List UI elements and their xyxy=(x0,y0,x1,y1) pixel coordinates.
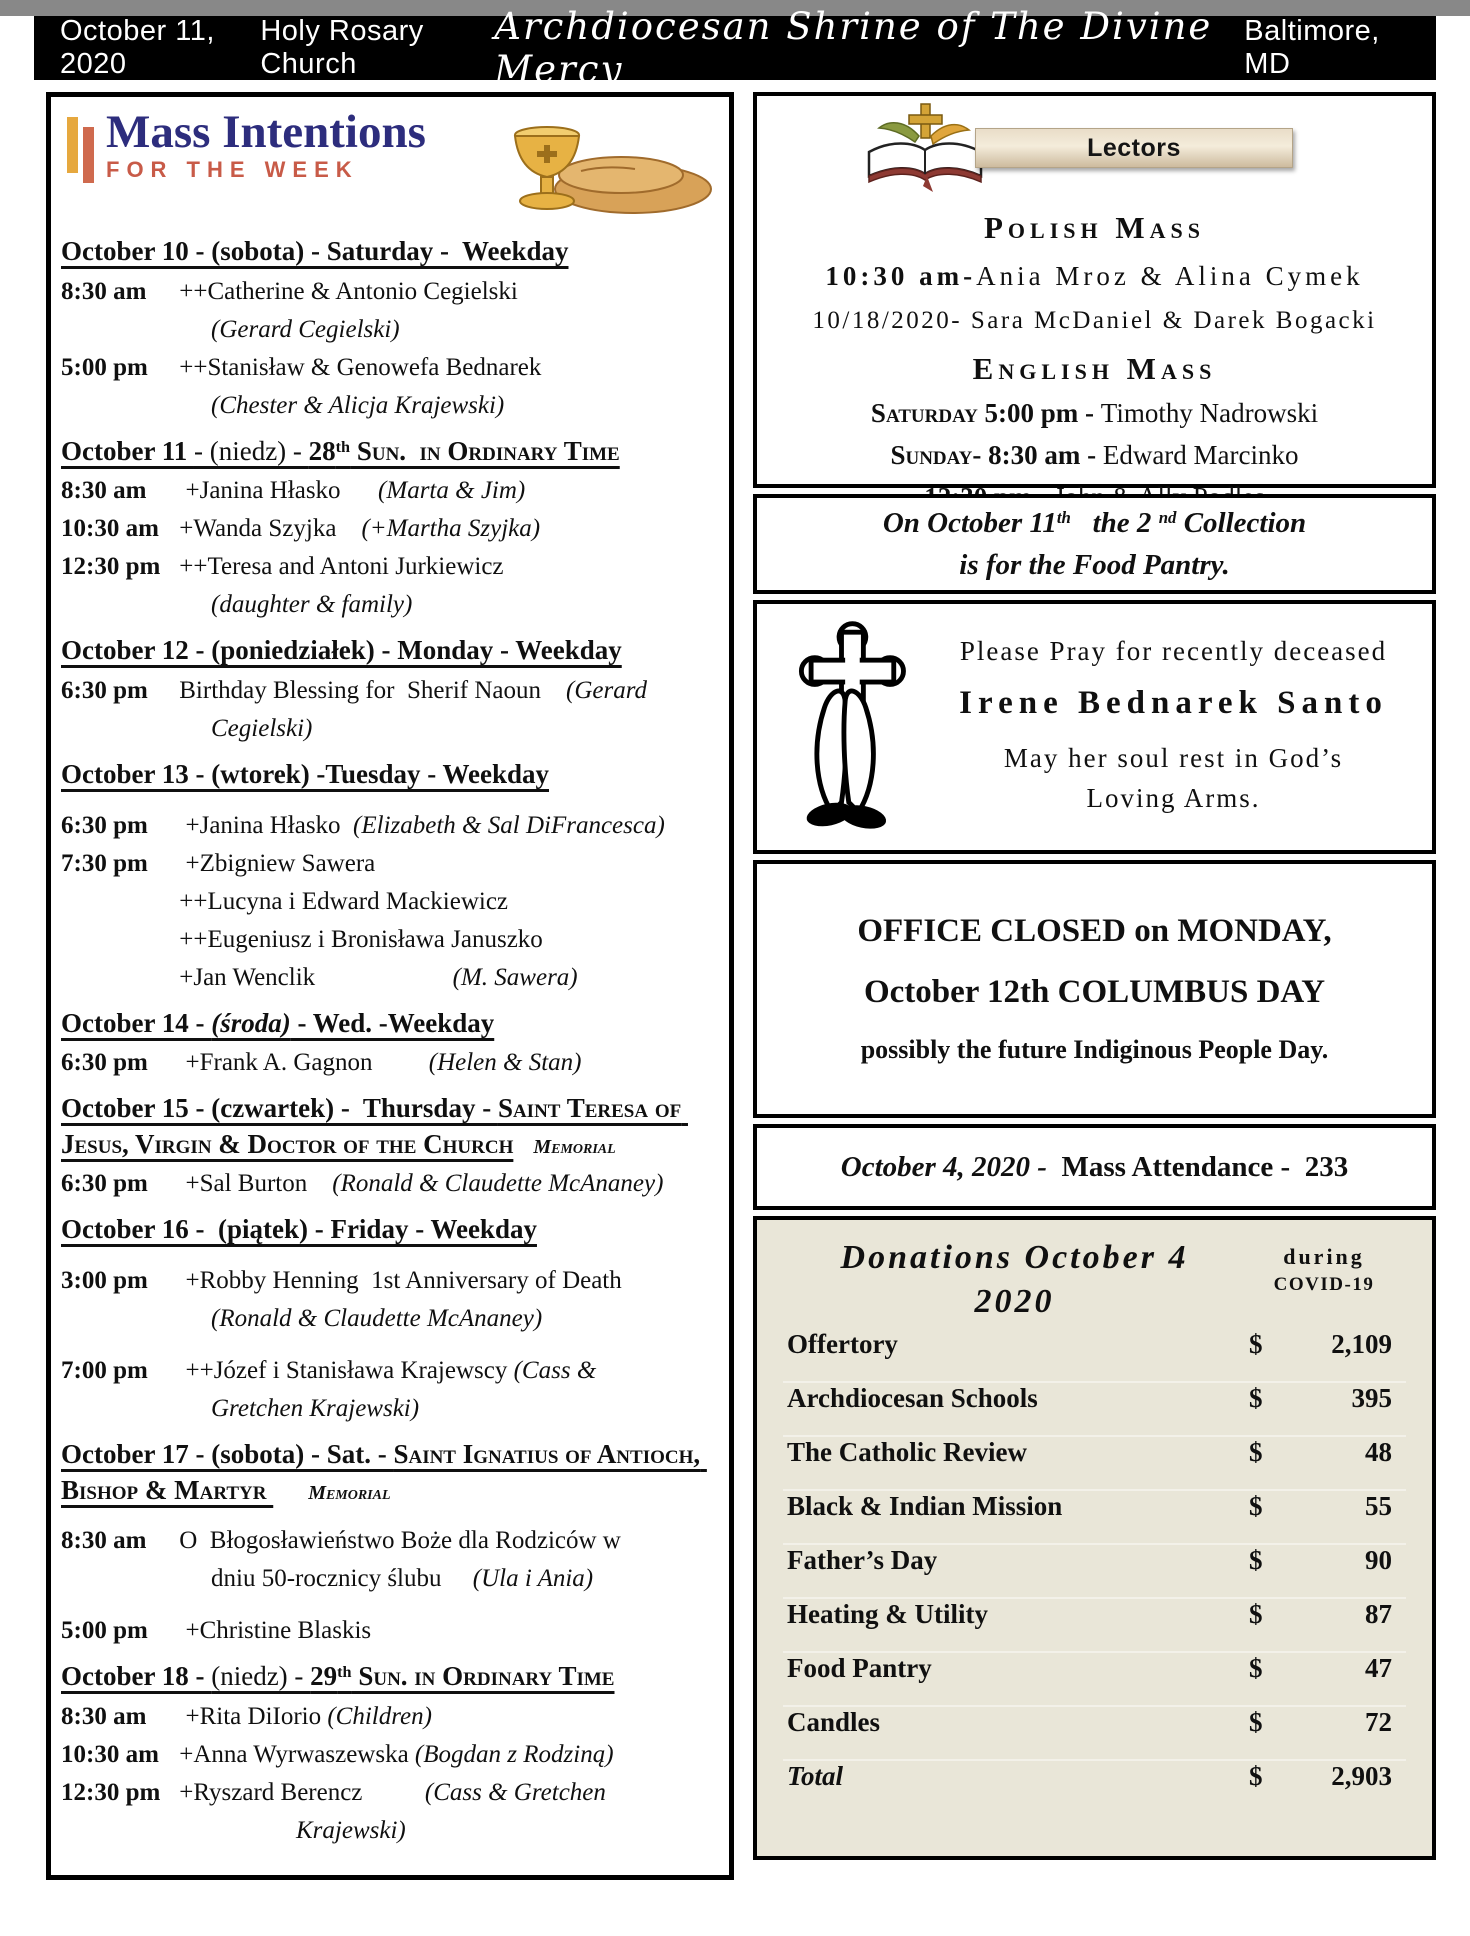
donation-currency: $ xyxy=(1249,1491,1263,1522)
mass-intention-row xyxy=(61,1522,717,1560)
mass-text xyxy=(296,1812,717,1850)
collection-line xyxy=(757,549,1432,582)
text-segment: October 15 - (czwartek) - Thursday - xyxy=(61,1093,498,1124)
mass-time: 7:30 pm xyxy=(61,849,148,877)
donation-row xyxy=(783,1381,1406,1435)
text-segment: Memorial xyxy=(513,1135,616,1158)
mass-intention-row xyxy=(61,845,717,883)
donation-currency: $ xyxy=(1249,1707,1263,1738)
gold-bar-icon xyxy=(67,117,78,173)
header-city: Baltimore, MD xyxy=(1244,15,1380,80)
mass-day xyxy=(61,757,717,997)
polish-mass-heading: Polish Mass xyxy=(984,210,1205,245)
donation-amount: 2,903 xyxy=(1331,1761,1392,1792)
donation-label: Heating & Utility xyxy=(787,1599,988,1630)
header-shrine-name: Archdiocesan Shrine of The Divine Mercy xyxy=(494,5,1213,91)
right-column xyxy=(753,92,1436,1860)
mass-text xyxy=(173,1698,717,1736)
mass-text xyxy=(173,1352,717,1390)
mass-intention-row xyxy=(61,1352,717,1390)
text-segment: (Ronald & Claudette McAnaney) xyxy=(307,1170,664,1198)
mass-intention-row xyxy=(61,959,717,997)
collection-line xyxy=(757,507,1432,540)
text-segment: (Bogdan z Rodziną) xyxy=(414,1740,614,1768)
donations-title-line2: 2020 xyxy=(974,1282,1055,1320)
mass-text xyxy=(173,883,717,921)
deceased-prayer-line1: May her soul rest in God’s xyxy=(1003,742,1344,773)
text-segment: +Ryszard Berencz xyxy=(173,1778,363,1806)
donation-row xyxy=(783,1489,1406,1543)
mass-time: 8:30 am xyxy=(61,1527,147,1555)
text-segment: 28 xyxy=(308,435,336,466)
donation-currency: $ xyxy=(1249,1761,1263,1792)
lector-line xyxy=(757,440,1432,471)
lectors-banner-row xyxy=(861,102,1422,194)
text-segment: +Jan Wenclik xyxy=(173,963,316,991)
mass-text xyxy=(173,1736,717,1774)
donation-amount: 87 xyxy=(1365,1599,1392,1630)
text-segment: is for the Food Pantry. xyxy=(959,548,1230,581)
donation-currency: $ xyxy=(1249,1437,1263,1468)
mass-text xyxy=(173,672,717,710)
book-cross-icon xyxy=(861,102,989,194)
mass-time: 10:30 am xyxy=(61,1740,159,1768)
office-closed-line1: OFFICE CLOSED on MONDAY, xyxy=(857,913,1332,949)
deceased-text xyxy=(929,636,1418,819)
donation-amount: 90 xyxy=(1365,1545,1392,1576)
donation-currency: $ xyxy=(1249,1599,1263,1630)
logo-text xyxy=(106,106,426,183)
donation-label: The Catholic Review xyxy=(787,1437,1027,1468)
mass-attendance-panel xyxy=(753,1124,1436,1210)
mass-intention-row xyxy=(61,1560,717,1598)
day-heading-text xyxy=(61,1661,614,1691)
content-columns xyxy=(0,92,1470,1880)
text-segment: ++Józef i Stanisława Krajewscy xyxy=(173,1357,514,1384)
deceased-name: Irene Bednarek Santo xyxy=(959,684,1388,721)
mass-intention-row xyxy=(61,672,717,710)
mass-day xyxy=(61,1659,717,1850)
deceased-intro: Please Pray for recently deceased xyxy=(959,635,1388,666)
text-segment: (Ula i Ania) xyxy=(441,1565,594,1593)
mass-intention-row xyxy=(61,1165,717,1203)
text-segment: ++Teresa and Antoni Jurkiewicz xyxy=(173,553,504,581)
text-segment: On October 11 xyxy=(882,506,1057,539)
text-segment: +Janina Hłasko xyxy=(173,811,341,839)
covid-note-line2: COVID-19 xyxy=(1273,1274,1375,1295)
text-segment: October 17 - (sobota) - Sat. - xyxy=(61,1439,394,1469)
mass-intention-row xyxy=(61,883,717,921)
day-heading-text xyxy=(61,759,549,789)
donation-amount: 395 xyxy=(1351,1383,1392,1414)
donation-amount: 72 xyxy=(1365,1707,1392,1738)
mass-text xyxy=(173,1044,717,1082)
text-segment: ++Lucyna i Edward Mackiewicz xyxy=(173,887,509,915)
donations-title xyxy=(785,1236,1244,1323)
mass-intention-row xyxy=(61,1736,717,1774)
text-segment: th xyxy=(1056,507,1071,527)
text-segment: the 2 xyxy=(1070,506,1159,539)
day-heading xyxy=(61,1212,717,1248)
mass-time: 12:30 pm xyxy=(61,553,161,581)
logo-subtitle: FOR THE WEEK xyxy=(106,156,359,182)
text-segment: (M. Sawera) xyxy=(315,963,578,991)
mass-time: 8:30 am xyxy=(61,1702,147,1730)
mass-intention-row xyxy=(61,921,717,959)
text-segment: October 12 - (poniedziałek) - Monday - Weekday xyxy=(61,635,622,666)
mass-time: 8:30 am xyxy=(61,277,147,305)
mass-text xyxy=(173,1612,717,1650)
mass-day xyxy=(61,1437,717,1650)
mass-schedule xyxy=(61,234,717,1850)
text-segment: Cegielski) xyxy=(211,714,313,742)
mass-intention-row xyxy=(61,472,717,510)
day-heading xyxy=(61,1091,717,1162)
mass-text xyxy=(211,1560,717,1598)
donation-amount: 48 xyxy=(1365,1437,1392,1468)
text-segment: October 10 - (sobota) - Saturday - Weekday xyxy=(61,236,569,266)
text-segment: - Wed. -Weekday xyxy=(290,1007,495,1038)
mass-day xyxy=(61,434,717,625)
mass-time: 6:30 pm xyxy=(61,1170,148,1198)
text-segment: October 18 - xyxy=(61,1661,212,1692)
text-segment: (Chester & Alicja Krajewski) xyxy=(211,391,505,419)
second-collection-panel xyxy=(753,494,1436,594)
mass-text xyxy=(173,807,717,845)
text-segment: - (niedz) - xyxy=(193,435,309,466)
mass-intentions-panel xyxy=(46,92,734,1880)
deceased-panel xyxy=(753,600,1436,854)
text-segment: (Cass & Gretchen xyxy=(362,1778,606,1806)
mass-intention-row xyxy=(61,349,717,387)
text-segment: Sun. in Ordinary Time xyxy=(351,1661,615,1692)
donation-currency: $ xyxy=(1249,1545,1263,1576)
mass-intention-row xyxy=(61,1390,717,1428)
text-segment: October 11 xyxy=(61,435,194,466)
donation-label: Food Pantry xyxy=(787,1653,932,1684)
lectors-banner-label: Lectors xyxy=(1087,133,1181,162)
text-segment: nd xyxy=(1158,507,1177,527)
lectors-panel xyxy=(753,92,1436,488)
text-segment: Birthday Blessing for Sherif Naoun xyxy=(173,676,542,704)
day-heading-text xyxy=(61,1008,494,1038)
text-segment: +Wanda Szyjka xyxy=(173,515,337,543)
praying-hands-icon xyxy=(771,617,929,837)
text-segment: +Anna Wyrwaszewska xyxy=(173,1740,415,1768)
day-heading-text xyxy=(61,635,622,665)
mass-text xyxy=(211,1390,717,1428)
mass-time: 3:00 pm xyxy=(61,1267,148,1294)
text-segment: 8:30 am - xyxy=(988,440,1103,470)
mass-time: 12:30 pm xyxy=(61,1778,161,1806)
text-segment: October 16 - (piątek) - Friday - Weekday xyxy=(61,1214,537,1245)
mass-text xyxy=(173,548,717,586)
mass-text xyxy=(173,349,717,387)
text-segment: 10/18/2020- Sara McDaniel & Darek Bogacki xyxy=(812,307,1377,334)
donation-label: Total xyxy=(787,1761,844,1792)
day-heading xyxy=(61,1437,717,1508)
text-segment: (Marta & Jim) xyxy=(340,477,526,505)
text-segment: (daughter & family) xyxy=(211,591,413,619)
mass-intention-row xyxy=(61,273,717,311)
mass-text xyxy=(173,921,717,959)
day-heading-text xyxy=(61,1214,537,1244)
text-segment: October 14 - xyxy=(61,1007,212,1038)
day-heading xyxy=(61,1006,717,1042)
lector-line xyxy=(757,398,1432,429)
lector-line xyxy=(757,307,1432,335)
text-segment: (środa) xyxy=(211,1007,291,1038)
text-segment: Collection xyxy=(1176,506,1307,539)
mass-text xyxy=(173,1262,717,1300)
mass-day xyxy=(61,1091,717,1203)
mass-intentions-logo xyxy=(61,103,717,225)
office-closed-panel xyxy=(753,860,1436,1118)
mass-text xyxy=(211,311,717,349)
donation-amount: 47 xyxy=(1365,1653,1392,1684)
donation-total-row xyxy=(783,1759,1406,1813)
donations-panel xyxy=(753,1216,1436,1860)
mass-time: 8:30 am xyxy=(61,477,147,505)
mass-intention-row xyxy=(61,1812,717,1850)
mass-intention-row xyxy=(61,1612,717,1650)
donations-title-line1: Donations October 4 xyxy=(840,1239,1189,1276)
text-segment: (Elizabeth & Sal DiFrancesca) xyxy=(340,811,665,839)
text-segment: +Rita DiIorio xyxy=(173,1702,328,1730)
text-segment: th xyxy=(335,437,351,456)
text-segment: (Helen & Stan) xyxy=(372,1049,582,1077)
text-segment: ++Stanisław & Genowefa Bednarek xyxy=(173,353,542,381)
text-segment: (Ronald & Claudette McAnaney) xyxy=(211,1305,543,1332)
donation-row xyxy=(783,1329,1406,1381)
donations-covid-note xyxy=(1244,1236,1404,1296)
mass-intention-row xyxy=(61,510,717,548)
text-segment: October 13 - (wtorek) -Tuesday - Weekday xyxy=(61,758,549,789)
text-segment: Timothy Nadrowski xyxy=(1100,398,1319,428)
text-segment: +Frank A. Gagnon xyxy=(173,1049,373,1077)
mass-text xyxy=(211,586,717,624)
mass-intention-row xyxy=(61,807,717,845)
text-segment: th xyxy=(337,1663,352,1682)
donation-currency: $ xyxy=(1249,1653,1263,1684)
mass-intention-row xyxy=(61,1262,717,1300)
day-heading-text xyxy=(61,436,620,466)
mass-intention-row xyxy=(61,548,717,586)
mass-intention-row xyxy=(61,387,717,425)
mass-text xyxy=(211,710,717,748)
donations-rows xyxy=(783,1329,1406,1813)
logo-title: Mass Intentions xyxy=(106,106,426,158)
donation-row xyxy=(783,1435,1406,1489)
text-segment: Saturday xyxy=(870,398,985,428)
text-segment: Edward Marcinko xyxy=(1102,440,1299,470)
mass-day xyxy=(61,633,717,748)
text-segment: (Cass & xyxy=(513,1357,597,1384)
day-heading xyxy=(61,1659,717,1695)
mass-day xyxy=(61,234,717,425)
header-bar xyxy=(34,5,1436,91)
donation-label: Archdiocesan Schools xyxy=(787,1383,1038,1414)
text-segment: O Błogosławieństwo Boże dla Rodziców w xyxy=(173,1527,621,1555)
text-segment: October 4, 2020 - xyxy=(840,1150,1055,1183)
donation-row xyxy=(783,1543,1406,1597)
day-heading xyxy=(61,633,717,669)
mass-intention-row xyxy=(61,586,717,624)
donation-amount: 2,109 xyxy=(1331,1329,1392,1360)
mass-text xyxy=(173,959,717,997)
donation-label: Candles xyxy=(787,1707,881,1738)
mass-time: 6:30 pm xyxy=(61,1049,148,1077)
mass-intention-row xyxy=(61,1044,717,1082)
text-segment: 29 xyxy=(310,1661,338,1692)
mass-intention-row xyxy=(61,1698,717,1736)
text-segment: Saint Ignatius of Antioch, Bishop & Martyr xyxy=(61,1439,707,1505)
text-segment: Krajewski) xyxy=(296,1816,406,1844)
text-segment: +Zbigniew Sawera xyxy=(173,849,376,877)
mass-text xyxy=(211,387,717,425)
donation-label: Offertory xyxy=(787,1329,898,1360)
mass-time: 5:00 pm xyxy=(61,1617,148,1645)
donation-amount: 55 xyxy=(1365,1491,1392,1522)
mass-intention-row xyxy=(61,1774,717,1812)
mass-time: 5:00 pm xyxy=(61,353,148,381)
text-segment: (Children) xyxy=(327,1702,432,1730)
text-segment: Memorial xyxy=(273,1481,391,1504)
red-bar-icon xyxy=(83,127,94,183)
text-segment: Sunday- xyxy=(890,440,989,470)
text-segment: Sun. in Ordinary Time xyxy=(350,435,620,466)
english-mass-heading: English Mass xyxy=(972,351,1217,386)
donation-currency: $ xyxy=(1249,1383,1263,1414)
text-segment: +Sal Burton xyxy=(173,1170,308,1198)
text-segment: Saint Teresa of Jesus, Virgin & Doctor of the Church xyxy=(61,1093,688,1159)
mass-text xyxy=(173,1774,717,1812)
mass-intention-row xyxy=(61,311,717,349)
covid-note-line1: during xyxy=(1283,1244,1365,1269)
text-segment: ++Eugeniusz i Bronisława Januszko xyxy=(173,925,543,953)
mass-time: 7:00 pm xyxy=(61,1357,148,1384)
lectors-banner xyxy=(975,128,1293,168)
day-heading-text xyxy=(61,236,569,266)
text-segment: ++Catherine & Antonio Cegielski xyxy=(173,277,518,305)
header-date: October 11, 2020 xyxy=(60,15,215,80)
text-segment: (niedz) - xyxy=(211,1661,311,1692)
mass-text xyxy=(173,1165,717,1203)
donation-label: Father’s Day xyxy=(787,1545,938,1576)
mass-intention-row xyxy=(61,1300,717,1338)
day-heading xyxy=(61,434,717,470)
mass-text xyxy=(173,273,717,311)
donation-row xyxy=(783,1597,1406,1651)
mass-text xyxy=(173,845,717,883)
mass-time: 10:30 am xyxy=(61,515,159,543)
donations-header xyxy=(783,1232,1406,1329)
text-segment: +Janina Hłasko xyxy=(173,477,341,505)
office-closed-line2: October 12th COLUMBUS DAY xyxy=(863,974,1326,1010)
polish-mass-lectors xyxy=(757,261,1432,335)
text-segment: (Gerard xyxy=(541,676,648,704)
deceased-prayer-line2: Loving Arms. xyxy=(1086,783,1261,813)
text-segment: Gretchen Krajewski) xyxy=(211,1395,420,1422)
text-segment: (+Martha Szyjka) xyxy=(336,515,541,543)
mass-day xyxy=(61,1006,717,1083)
text-segment: Mass Attendance - 233 xyxy=(1054,1150,1349,1183)
chalice-bread-icon xyxy=(485,109,715,217)
mass-text xyxy=(173,1522,717,1560)
mass-text xyxy=(211,1300,717,1338)
donation-currency: $ xyxy=(1249,1329,1263,1360)
text-segment: 5:00 pm - xyxy=(984,398,1101,428)
text-segment: Ania Mroz & Alina Cymek xyxy=(976,261,1364,291)
donation-label: Black & Indian Mission xyxy=(787,1491,1063,1522)
mass-intention-row xyxy=(61,710,717,748)
bulletin-page xyxy=(0,5,1470,1936)
text-segment: +Robby Henning 1st Anniversary of Death xyxy=(173,1267,622,1294)
text-segment: dniu 50-rocznicy ślubu xyxy=(211,1565,442,1593)
text-segment: 10:30 am- xyxy=(825,261,977,291)
donation-row xyxy=(783,1705,1406,1759)
text-segment: (Gerard Cegielski) xyxy=(211,315,400,343)
mass-text xyxy=(173,510,717,548)
mass-text xyxy=(173,472,717,510)
lector-line xyxy=(757,261,1432,292)
mass-day xyxy=(61,1212,717,1428)
logo-bars-icon xyxy=(67,117,94,183)
day-heading xyxy=(61,234,717,270)
day-heading xyxy=(61,757,717,793)
header-church-name: Holy Rosary Church xyxy=(260,15,424,80)
mass-time: 6:30 pm xyxy=(61,676,148,704)
donation-row xyxy=(783,1651,1406,1705)
text-segment: +Christine Blaskis xyxy=(173,1617,372,1645)
office-closed-line3: possibly the future Indiginous People Day. xyxy=(860,1035,1329,1064)
mass-time: 6:30 pm xyxy=(61,811,148,839)
